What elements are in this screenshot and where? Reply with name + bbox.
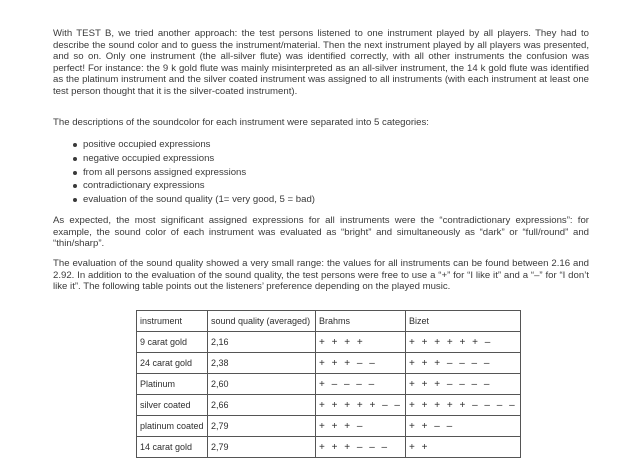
intro-paragraph: With TEST B, we tried another approach: the test persons listened to one instrument played by all players. They had to describe the sound color and to guess the instrument/material. Then the next instrument played by all players was presented, and so on. Only one instrument (the all-silver flute) was identified correctly, with all other instruments the confusion was perfect! For instance: the 9 k gold flute was mainly misinterpreted as an all-silver instrument, the 14 k gold flute was identified as the platinum instrument and the silver coated instrument was assigned to all instruments (with each instrument at least one test person thought that it is the silver-coated instrument). [53, 28, 589, 97]
header-sound-quality: sound quality (averaged) [208, 311, 316, 332]
cell-quality: 2,79 [208, 416, 316, 437]
list-item: positive occupied expressions [73, 138, 315, 152]
table-row [137, 374, 521, 395]
cell-bizet: + + + – – – – [406, 353, 521, 374]
table-row [137, 416, 521, 437]
cell-bizet: + + + – – – – [406, 374, 521, 395]
expressions-paragraph: As expected, the most significant assigned expressions for all instruments were the “contradictionary expressions”: for example, the sound color of each instrument was evaluated as “bright” and simultaneously as “dark” or “full/round” and “thin/sharp”. [53, 215, 589, 249]
header-brahms: Brahms [316, 311, 406, 332]
list-item: contradictionary expressions [73, 179, 315, 193]
list-item: from all persons assigned expressions [73, 166, 315, 180]
table-row [137, 395, 521, 416]
category-list [53, 138, 315, 207]
table-header-row [137, 311, 521, 332]
cell-instrument: silver coated [137, 395, 208, 416]
cell-quality: 2,16 [208, 332, 316, 353]
list-item: evaluation of the sound quality (1= very good, 5 = bad) [73, 193, 315, 207]
list-item: negative occupied expressions [73, 152, 315, 166]
cell-brahms: + + + – – [316, 353, 406, 374]
cell-bizet: + + [406, 437, 521, 458]
table-row [137, 437, 521, 458]
cell-instrument: 14 carat gold [137, 437, 208, 458]
header-instrument: instrument [137, 311, 208, 332]
cell-brahms: + – – – – [316, 374, 406, 395]
evaluation-paragraph: The evaluation of the sound quality showed a very small range: the values for all instruments can be found between 2.16 and 2.92. In addition to the evaluation of the sound quality, the test persons were free to use a “+” for “I like it” and a “–” for “I don’t like it”. The following table points out the listeners’ preference depending on the played music. [53, 258, 589, 292]
cell-instrument: platinum coated [137, 416, 208, 437]
table-row [137, 332, 521, 353]
cell-bizet: + + + + + – – – – [406, 395, 521, 416]
cell-instrument: 9 carat gold [137, 332, 208, 353]
cell-quality: 2,79 [208, 437, 316, 458]
cell-brahms: + + + – – – [316, 437, 406, 458]
cell-quality: 2,60 [208, 374, 316, 395]
table-row [137, 353, 521, 374]
cell-quality: 2,38 [208, 353, 316, 374]
header-bizet: Bizet [406, 311, 521, 332]
cell-instrument: Platinum [137, 374, 208, 395]
cell-quality: 2,66 [208, 395, 316, 416]
cell-brahms: + + + + [316, 332, 406, 353]
cell-bizet: + + + + + + – [406, 332, 521, 353]
cell-bizet: + + – – [406, 416, 521, 437]
preference-table [136, 310, 521, 458]
cell-brahms: + + + + + – – [316, 395, 406, 416]
cell-brahms: + + + – [316, 416, 406, 437]
cell-instrument: 24 carat gold [137, 353, 208, 374]
categories-intro: The descriptions of the soundcolor for each instrument were separated into 5 categories: [53, 117, 429, 128]
